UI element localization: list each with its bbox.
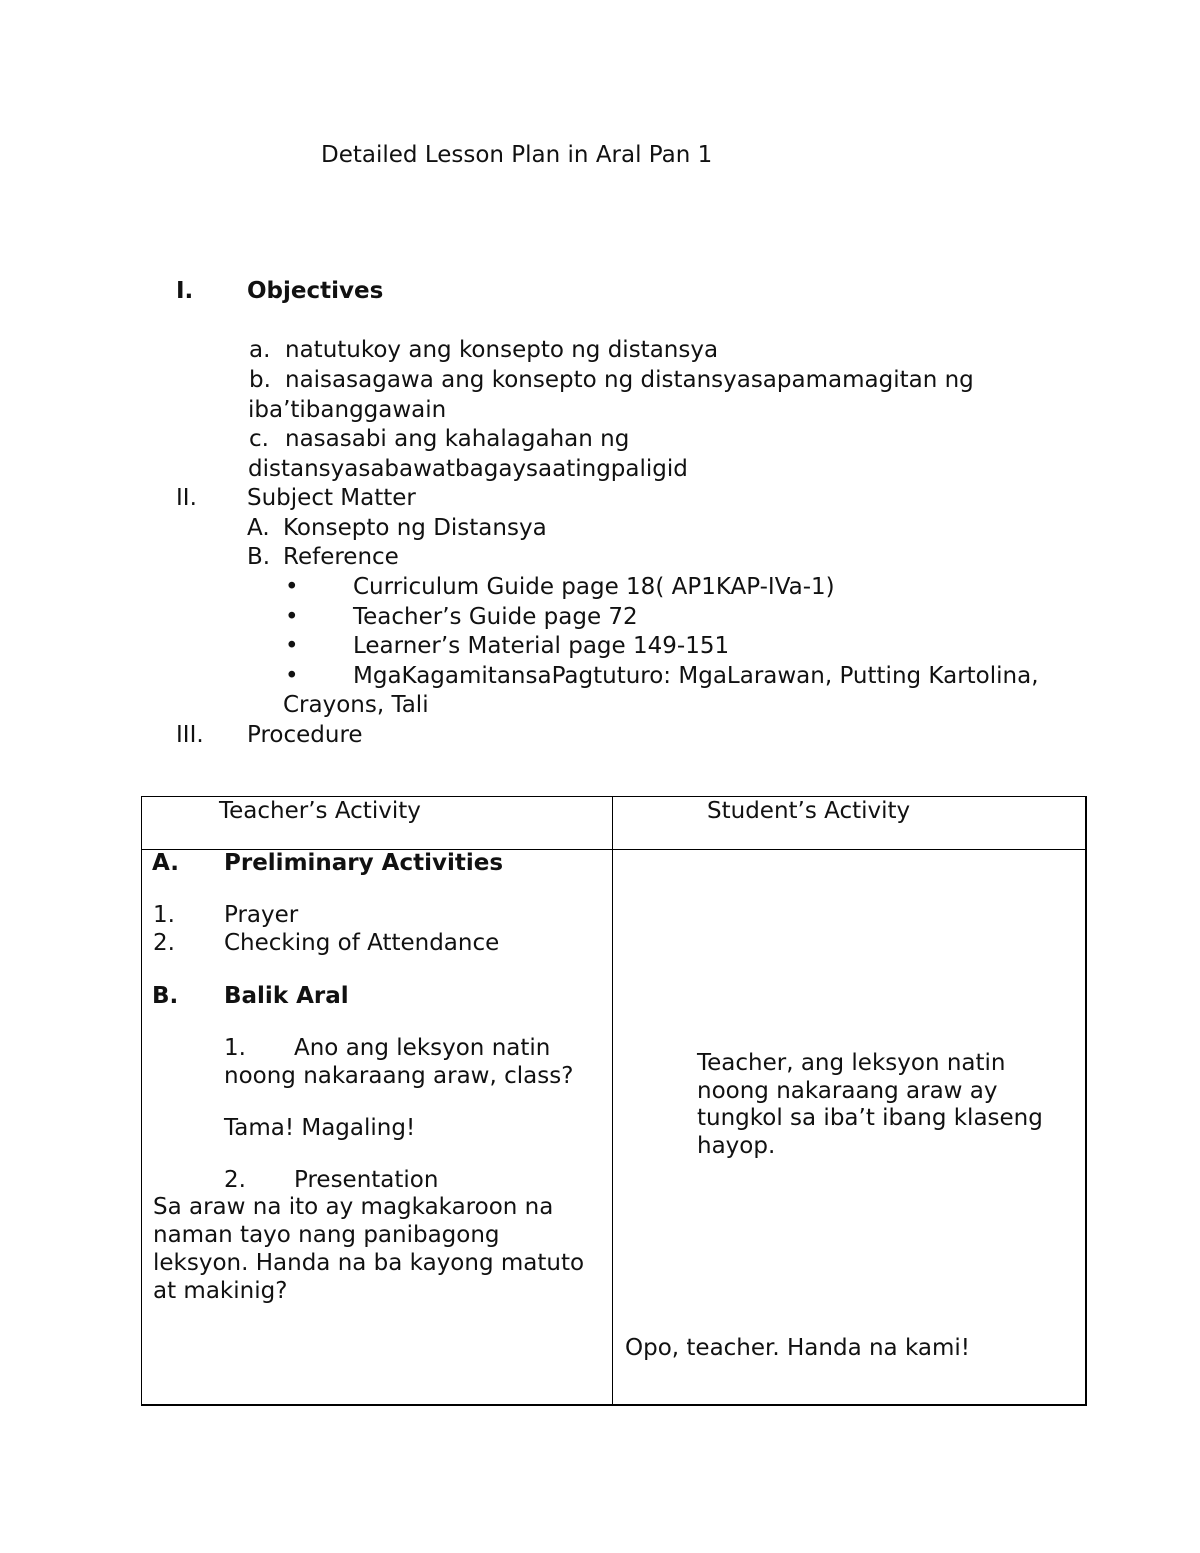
bullet-icon: •	[285, 604, 299, 630]
objectives-heading: Objectives	[247, 278, 384, 304]
document-title: Detailed Lesson Plan in Aral Pan 1	[321, 142, 713, 168]
question-1-text: Ano ang leksyon natin	[294, 1035, 551, 1061]
table-border-bottom	[141, 1404, 1087, 1406]
subject-matter-heading: Subject Matter	[247, 485, 416, 511]
reference-item: Learner’s Material page 149-151	[353, 633, 730, 659]
bullet-icon: •	[285, 574, 299, 600]
preliminary-marker: A.	[152, 850, 179, 876]
subject-a-marker: A.	[247, 515, 270, 541]
balik-aral-heading: Balik Aral	[224, 983, 349, 1009]
question-2-marker: 2.	[224, 1167, 246, 1193]
presentation-line: at makinig?	[153, 1278, 288, 1304]
prelim-item-text: Checking of Attendance	[224, 930, 500, 956]
objective-b-text: naisasagawa ang konsepto ng distansyasapamamagitan ng	[285, 367, 974, 393]
reference-item: MgaKagamitansaPagtuturo: MgaLarawan, Putting Kartolina,	[353, 663, 1039, 689]
bullet-icon: •	[285, 633, 299, 659]
subject-a-text: Konsepto ng Distansya	[283, 515, 547, 541]
presentation-line: naman tayo nang panibagong	[153, 1222, 500, 1248]
procedure-heading: Procedure	[247, 722, 363, 748]
table-border-left	[141, 796, 142, 1406]
prelim-item-marker: 2.	[153, 930, 175, 956]
objective-c-marker: c.	[249, 426, 269, 452]
subject-matter-numeral: II.	[176, 485, 197, 511]
table-column-divider	[612, 796, 613, 1406]
student-answer-line: hayop.	[697, 1133, 776, 1159]
prelim-item-marker: 1.	[153, 902, 175, 928]
table-header-student: Student’s Activity	[707, 798, 911, 824]
objective-a-marker: a.	[249, 337, 271, 363]
prelim-item-text: Prayer	[224, 902, 299, 928]
objective-c-text: nasasabi ang kahalagahan ng	[285, 426, 630, 452]
objective-b-text-cont: iba’tibanggawain	[248, 397, 447, 423]
objective-b-marker: b.	[249, 367, 271, 393]
procedure-numeral: III.	[176, 722, 204, 748]
praise-text: Tama! Magaling!	[224, 1115, 416, 1141]
preliminary-heading: Preliminary Activities	[224, 850, 504, 876]
student-answer-2: Opo, teacher. Handa na kami!	[625, 1335, 970, 1361]
reference-item: Curriculum Guide page 18( AP1KAP-IVa-1)	[353, 574, 835, 600]
subject-b-text: Reference	[283, 544, 399, 570]
presentation-heading: Presentation	[294, 1167, 439, 1193]
objective-a-text: natutukoy ang konsepto ng distansya	[285, 337, 719, 363]
subject-b-marker: B.	[247, 544, 271, 570]
table-border-right	[1085, 796, 1087, 1406]
balik-aral-marker: B.	[152, 983, 179, 1009]
objective-c-text-cont: distansyasabawatbagaysaatingpaligid	[248, 456, 688, 482]
table-header-teacher: Teacher’s Activity	[219, 798, 421, 824]
presentation-line: Sa araw na ito ay magkakaroon na	[153, 1194, 554, 1220]
student-answer-line: Teacher, ang leksyon natin	[697, 1050, 1006, 1076]
question-1-text-cont: noong nakaraang araw, class?	[224, 1063, 574, 1089]
objectives-numeral: I.	[176, 278, 194, 304]
question-1-marker: 1.	[224, 1035, 246, 1061]
bullet-icon: •	[285, 663, 299, 689]
student-answer-line: tungkol sa iba’t ibang klaseng	[697, 1105, 1043, 1131]
reference-item-cont: Crayons, Tali	[283, 692, 429, 718]
presentation-line: leksyon. Handa na ba kayong matuto	[153, 1250, 585, 1276]
student-answer-line: noong nakaraang araw ay	[697, 1078, 998, 1104]
reference-item: Teacher’s Guide page 72	[353, 604, 638, 630]
